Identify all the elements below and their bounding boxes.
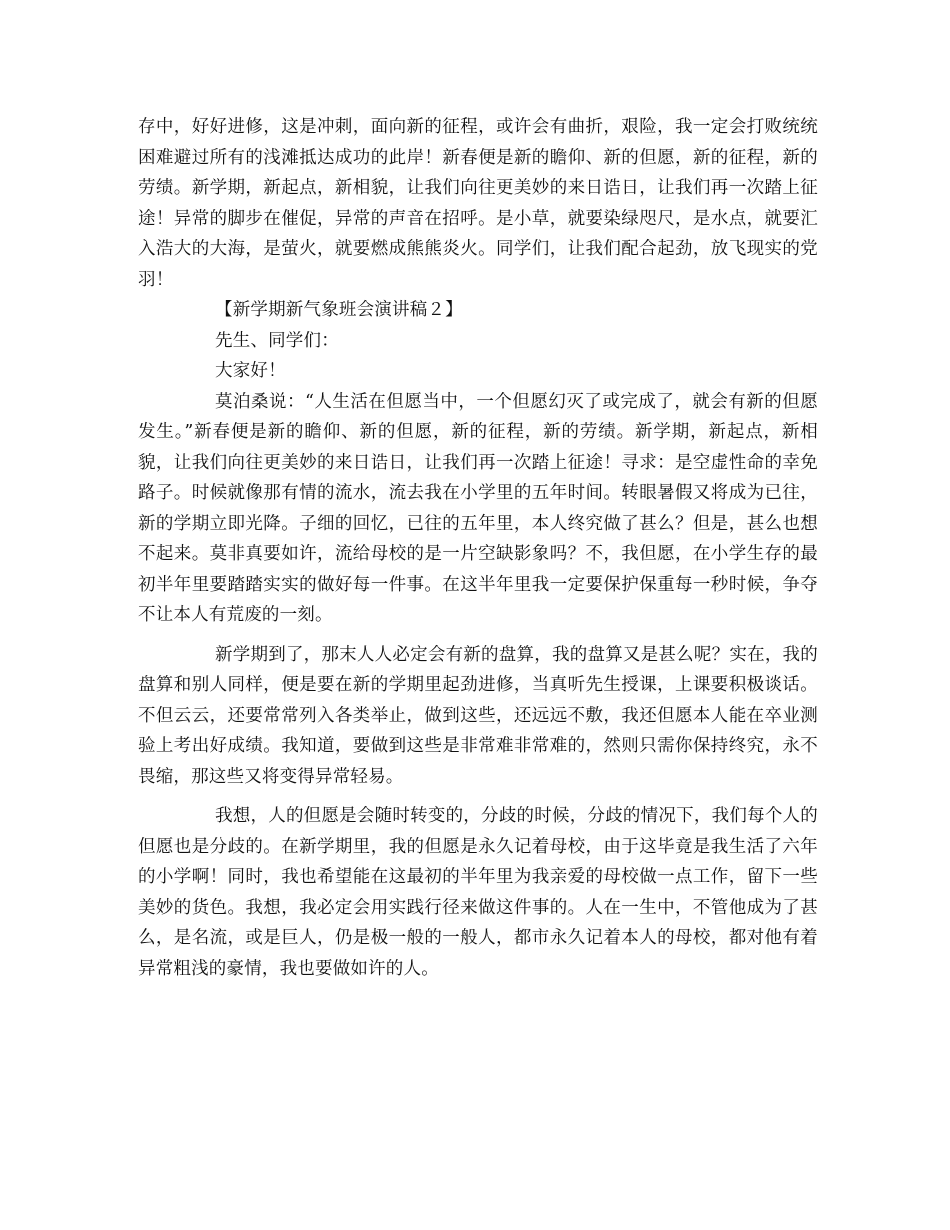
greeting: 大家好！ [215,361,286,381]
paragraph-hope: 我想，人的但愿是会随时转变的，分歧的时候，分歧的情况下，我们每个人的但愿也是分歧的。在新学期里，我的但愿是永久记着母校，由于这毕竟是我生活了六年的小学啊！同时，我也希望能在这最初的半年里为我亲爱的母校做一点工作，留下一些美妙的货色。我想，我必定会用实践行径来做这件事的。人在一生中，不管他成为了甚么，是名流，或是巨人，仍是极一般的一般人，都市永久记着本人的母校，都对他有着异常粗浅的豪情，我也要做如许的人。 [138,806,818,979]
salutation: 先生、同学们： [215,330,339,351]
paragraph-plan: 新学期到了，那末人人必定会有新的盘算，我的盘算又是甚么呢？实在，我的盘算和别人同样，便是要在新的学期里起劲进修，当真听先生授课，上课要积极谈话。不但云云，还要常常列入各类举止，做到这些，还远远不敷，我还但愿本人能在卒业测验上考出好成绩。我知道，要做到这些是非常难非常难的，然则只需你保持终究，永不畏缩，那这些又将变得异常轻易。 [138,644,818,787]
paragraph-quote: 莫泊桑说：“人生活在但愿当中，一个但愿幻灭了或完成了，就会有新的但愿发生。”新春便是新的瞻仰、新的但愿，新的征程，新的劳绩。新学期，新起点，新相貌，让我们向往更美妙的来日诰日，让我们再一次踏上征途！寻求：是空虚性命的幸免路子。时候就像那有情的流水，流去我在小学里的五年时间。转眼暑假又将成为已往，新的学期立即光降。子细的回忆，已往的五年里，本人终究做了甚么？但是，甚么也想不起来。莫非真要如许，流给母校的是一片空缺影象吗？不，我但愿，在小学生存的最初半年里要踏踏实实的做好每一件事。在这半年里我一定要保护保重每一秒时候，争夺不让本人有荒废的一刻。 [138,391,818,625]
section-heading: 【新学期新气象班会演讲稿２】 [215,300,463,320]
document-body [138,112,818,984]
paragraph-intro-continued: 存中，好好进修，这是冲刺，面向新的征程，或许会有曲折，艰险，我一定会打败统统困难避过所有的浅滩抵达成功的此岸！新春便是新的瞻仰、新的但愿，新的征程，新的劳绩。新学期，新起点，新相貌，让我们向往更美妙的来日诰日，让我们再一次踏上征途！异常的脚步在催促，异常的声音在招呼。是小草，就要染绿咫尺，是水点，就要汇入浩大的大海，是萤火，就要燃成熊熊炎火。同学们，让我们配合起劲，放飞现实的党羽！ [138,117,818,290]
